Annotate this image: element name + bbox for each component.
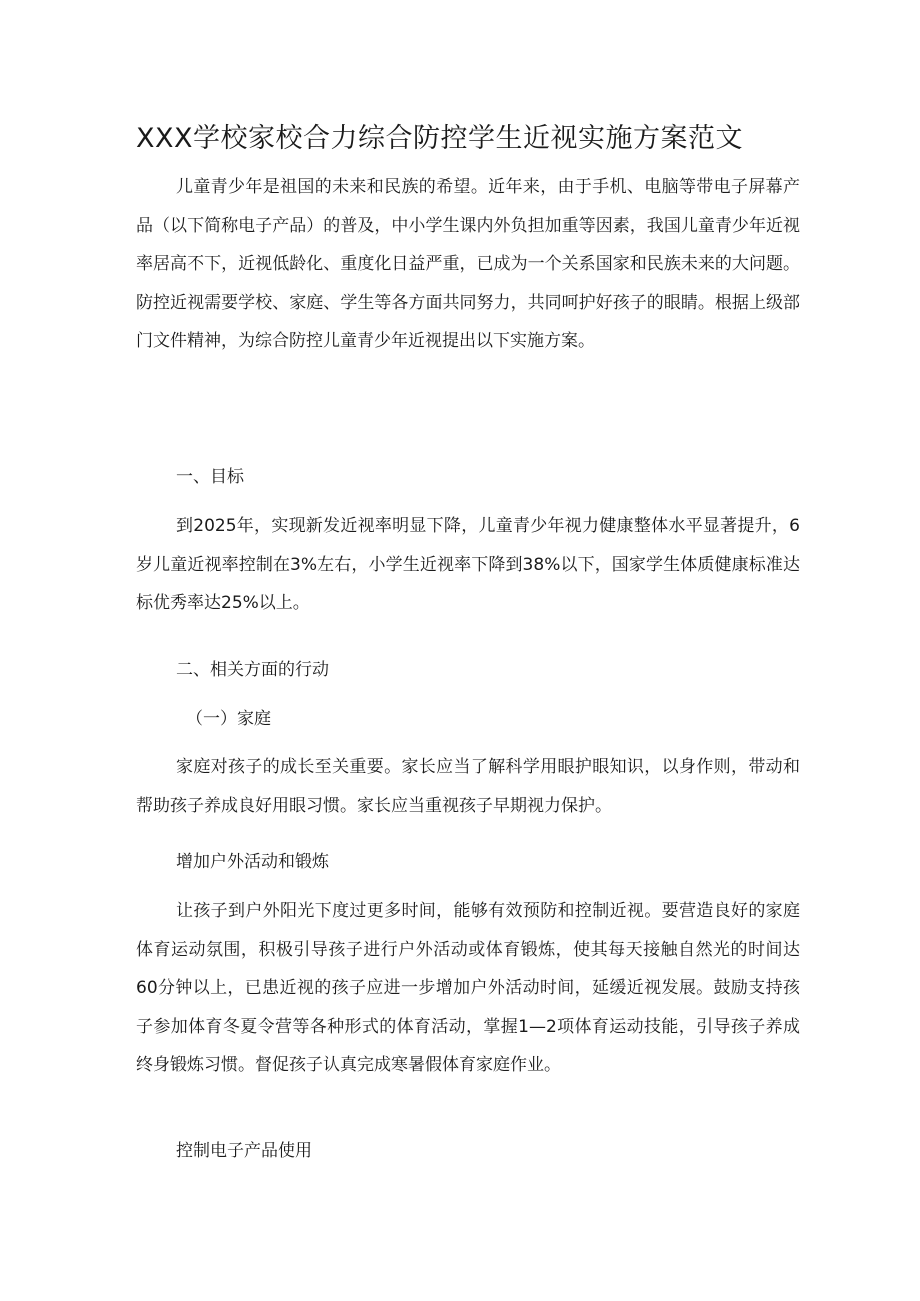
subsection-heading-family: （一）家庭	[186, 709, 271, 729]
intro-paragraph: 儿童青少年是祖国的未来和民族的希望。近年来，由于手机、电脑等带电子屏幕产品（以下简称电子产品）的普及，中小学生课内外负担加重等因素，我国儿童青少年近视率居高不下，近视低龄化、重度化日益严重，已成为一个关系国家和民族未来的大问题。防控近视需要学校、家庭、学生等各方面共同努力，共同呵护好孩子的眼睛。根据上级部门文件精神，为综合防控儿童青少年近视提出以下实施方案。	[136, 177, 800, 351]
document-title: XXX学校家校合力综合防控学生近视实施方案范文	[136, 123, 743, 154]
section-heading-actions: 二、相关方面的行动	[176, 660, 329, 680]
outdoor-paragraph: 让孩子到户外阳光下度过更多时间，能够有效预防和控制近视。要营造良好的家庭体育运动氛围，积极引导孩子进行户外活动或体育锻炼，使其每天接触自然光的时间达60分钟以上，已患近视的孩子应进一步增加户外活动时间，延缓近视发展。鼓励支持孩子参加体育冬夏令营等各种形式的体育活动，掌握1—2项体育运动技能，引导孩子养成终身锻炼习惯。督促孩子认真完成寒暑假体育家庭作业。	[136, 901, 800, 1075]
family-paragraph: 家庭对孩子的成长至关重要。家长应当了解科学用眼护眼知识，以身作则，带动和帮助孩子养成良好用眼习惯。家长应当重视孩子早期视力保护。	[136, 757, 800, 816]
outdoor-heading: 增加户外活动和锻炼	[176, 852, 329, 872]
section-heading-goals: 一、目标	[176, 467, 244, 487]
electronics-heading: 控制电子产品使用	[176, 1141, 312, 1161]
goals-paragraph: 到2025年，实现新发近视率明显下降，儿童青少年视力健康整体水平显著提升，6岁儿童近视率控制在3%左右，小学生近视率下降到38%以下，国家学生体质健康标准达标优秀率达25%以上。	[136, 516, 800, 613]
